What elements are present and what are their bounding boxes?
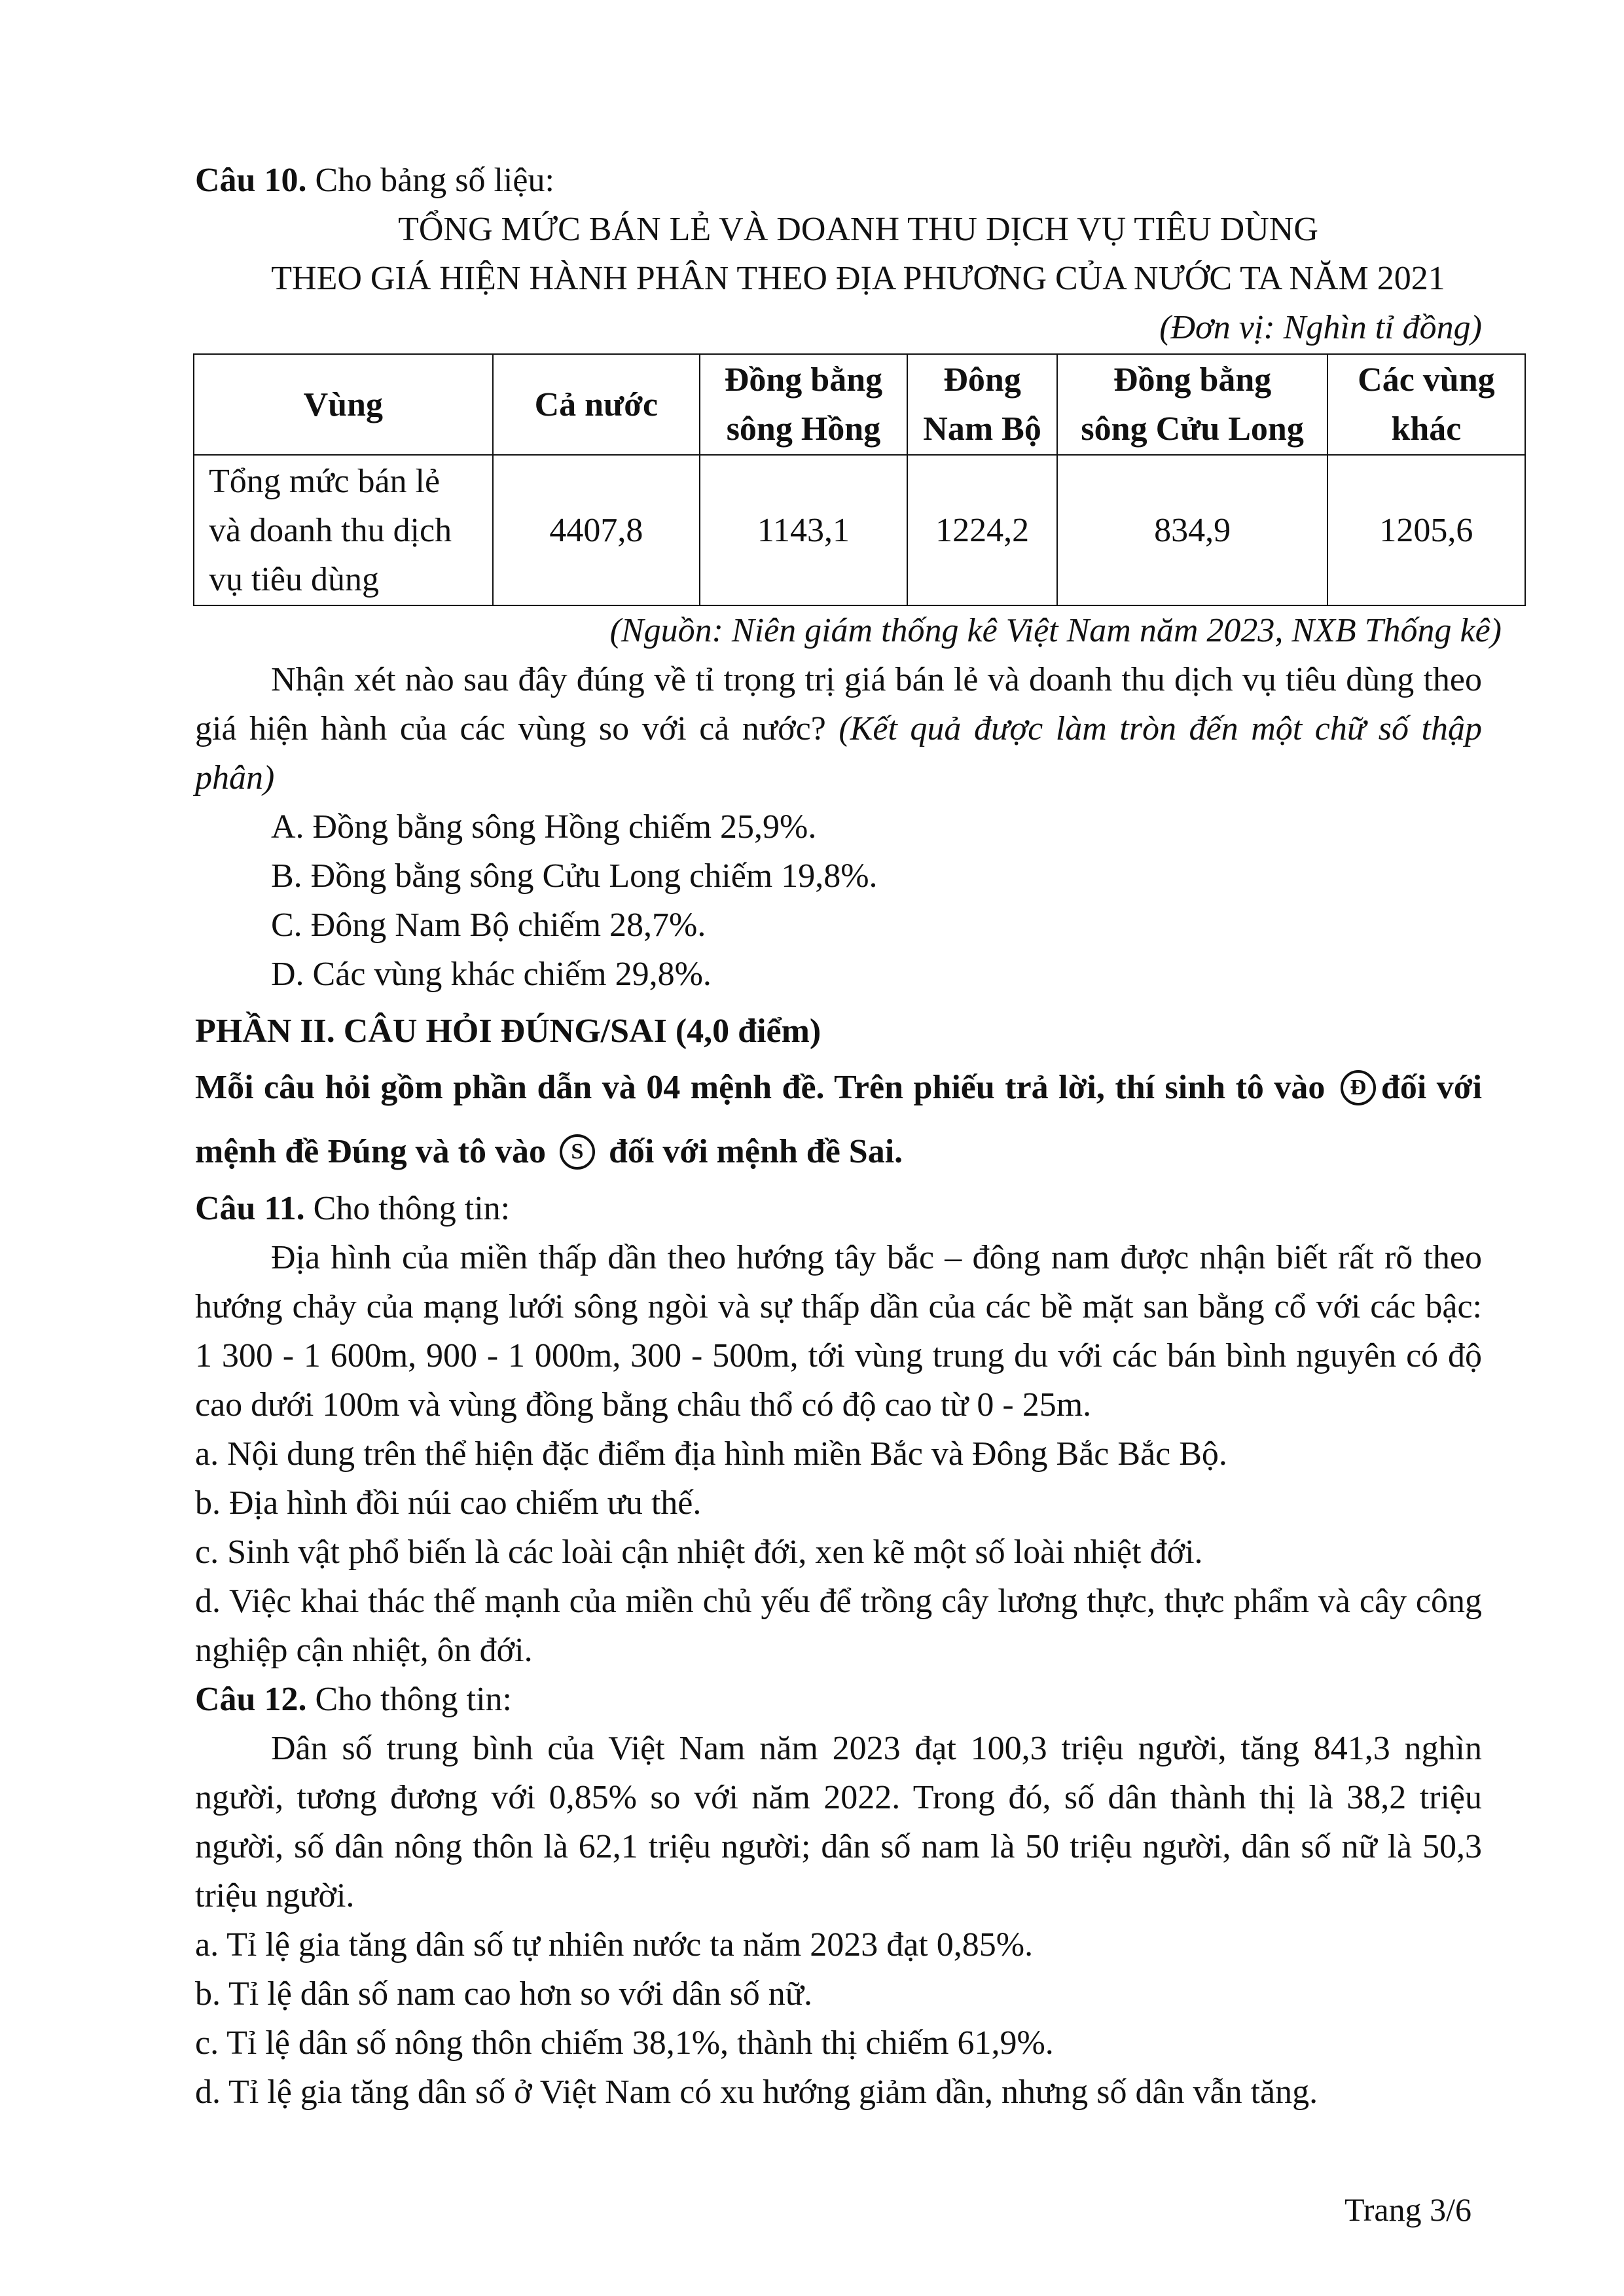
part2-heading: PHẦN II. CÂU HỎI ĐÚNG/SAI (4,0 điểm) bbox=[195, 1013, 821, 1050]
q11-statement-a: a. Nội dung trên thể hiện đặc điểm địa hình miền Bắc và Đông Bắc Bắc Bộ. bbox=[195, 1435, 1227, 1473]
q11-passage: Địa hình của miền thấp dần theo hướng tây bắc – đông nam được nhận biết rất rõ theo hướng chảy của mạng lưới sông ngòi và sự thấp dần của các bề mặt san bằng cổ với các bậc: 1 300 - 1 600m, 900 - 1 000m, 300 - 500m, tới vùng trung du với các bán bình nguyên có độ cao dưới 100m và vùng đồng bằng châu thổ có độ cao từ 0 - 25m. bbox=[195, 1239, 1482, 1424]
q11-statement-c: c. Sinh vật phổ biến là các loài cận nhiệt đới, xen kẽ một số loài nhiệt đới. bbox=[195, 1534, 1203, 1571]
q12-statement-a: a. Tỉ lệ gia tăng dân số tự nhiên nước ta năm 2023 đạt 0,85%. bbox=[195, 1926, 1034, 1964]
q10-option-a: A. Đồng bằng sông Hồng chiếm 25,9%. bbox=[271, 808, 817, 846]
q11-intro: Câu 11. Cho thông tin: bbox=[195, 1190, 511, 1227]
q10-intro: Câu 10. Cho bảng số liệu: bbox=[195, 162, 554, 199]
table-unit: (Đơn vị: Nghìn tỉ đồng) bbox=[1159, 309, 1482, 346]
q12-passage: Dân số trung bình của Việt Nam năm 2023 đạt 100,3 triệu người, tăng 841,3 nghìn người, tương đương với 0,85% so với năm 2022. Trong đó, số dân thành thị là 38,2 triệu người, số dân nông thôn là 62,1 triệu người; dân số nam là 50 triệu người, dân số nữ là 50,3 triệu người. bbox=[195, 1730, 1482, 1914]
page-content bbox=[195, 156, 1502, 2117]
q10-option-c: C. Đông Nam Bộ chiếm 28,7%. bbox=[271, 906, 706, 944]
row-label: Tổng mức bán lẻ và doanh thu dịch vụ tiêu dùng bbox=[194, 455, 493, 605]
false-mark-icon: S bbox=[560, 1134, 595, 1170]
data-table bbox=[193, 353, 1526, 606]
value-other-regions: 1205,6 bbox=[1327, 455, 1525, 605]
page-number: Trang 3/6 bbox=[1344, 2191, 1471, 2228]
value-southeast: 1224,2 bbox=[907, 455, 1058, 605]
q11-statement-b: b. Địa hình đồi núi cao chiếm ưu thế. bbox=[195, 1484, 702, 1522]
true-mark-icon: Đ bbox=[1341, 1070, 1376, 1105]
q11-statement-d: d. Việc khai thác thế mạnh của miền chủ yếu để trồng cây lương thực, thực phẩm và cây công nghiệp cận nhiệt, ôn đới. bbox=[195, 1583, 1482, 1669]
header-red-river-delta: Đồng bằng sông Hồng bbox=[700, 354, 907, 455]
header-other-regions: Các vùng khác bbox=[1327, 354, 1525, 455]
value-whole-country: 4407,8 bbox=[493, 455, 700, 605]
q10-question: Nhận xét nào sau đây đúng về tỉ trọng trị giá bán lẻ và doanh thu dịch vụ tiêu dùng theo giá hiện hành của các vùng so với cả nước? (Kết quả được làm tròn đến một chữ số thập phân) bbox=[195, 661, 1483, 797]
q10-option-d: D. Các vùng khác chiếm 29,8%. bbox=[271, 956, 712, 993]
header-mekong-delta: Đồng bằng sông Cửu Long bbox=[1057, 354, 1327, 455]
table-title-line1: TỔNG MỨC BÁN LẺ VÀ DOANH THU DỊCH VỤ TIÊU DÙNG bbox=[398, 211, 1318, 248]
table-row bbox=[194, 455, 1525, 605]
q12-label: Câu 12. bbox=[195, 1681, 307, 1718]
q10-label: Câu 10. bbox=[195, 162, 307, 199]
q12-statement-b: b. Tỉ lệ dân số nam cao hơn so với dân số nữ. bbox=[195, 1975, 812, 2013]
part2-instructions: Mỗi câu hỏi gồm phần dẫn và 04 mệnh đề. Trên phiếu trả lời, thí sinh tô vào Đ đối với mệnh đề Đúng và tô vào S đối với mệnh đề Sai. bbox=[195, 1069, 1483, 1170]
header-region: Vùng bbox=[194, 354, 493, 455]
table-source: (Nguồn: Niên giám thống kê Việt Nam năm 2023, NXB Thống kê) bbox=[609, 612, 1502, 649]
table-header-row bbox=[194, 354, 1525, 455]
q12-statement-d: d. Tỉ lệ gia tăng dân số ở Việt Nam có xu hướng giảm dần, nhưng số dân vẫn tăng. bbox=[195, 2073, 1318, 2111]
q10-question-note: (Kết quả được làm tròn đến một chữ số thập phân) bbox=[195, 710, 1483, 797]
q10-option-b: B. Đồng bằng sông Cửu Long chiếm 19,8%. bbox=[271, 857, 878, 895]
q11-label: Câu 11. bbox=[195, 1190, 305, 1227]
header-southeast: Đông Nam Bộ bbox=[907, 354, 1058, 455]
header-whole-country: Cả nước bbox=[493, 354, 700, 455]
value-red-river-delta: 1143,1 bbox=[700, 455, 907, 605]
q12-statement-c: c. Tỉ lệ dân số nông thôn chiếm 38,1%, thành thị chiếm 61,9%. bbox=[195, 2024, 1054, 2062]
q12-intro: Câu 12. Cho thông tin: bbox=[195, 1681, 512, 1718]
table-title-line2: THEO GIÁ HIỆN HÀNH PHÂN THEO ĐỊA PHƯƠNG CỦA NƯỚC TA NĂM 2021 bbox=[271, 260, 1445, 297]
value-mekong-delta: 834,9 bbox=[1057, 455, 1327, 605]
